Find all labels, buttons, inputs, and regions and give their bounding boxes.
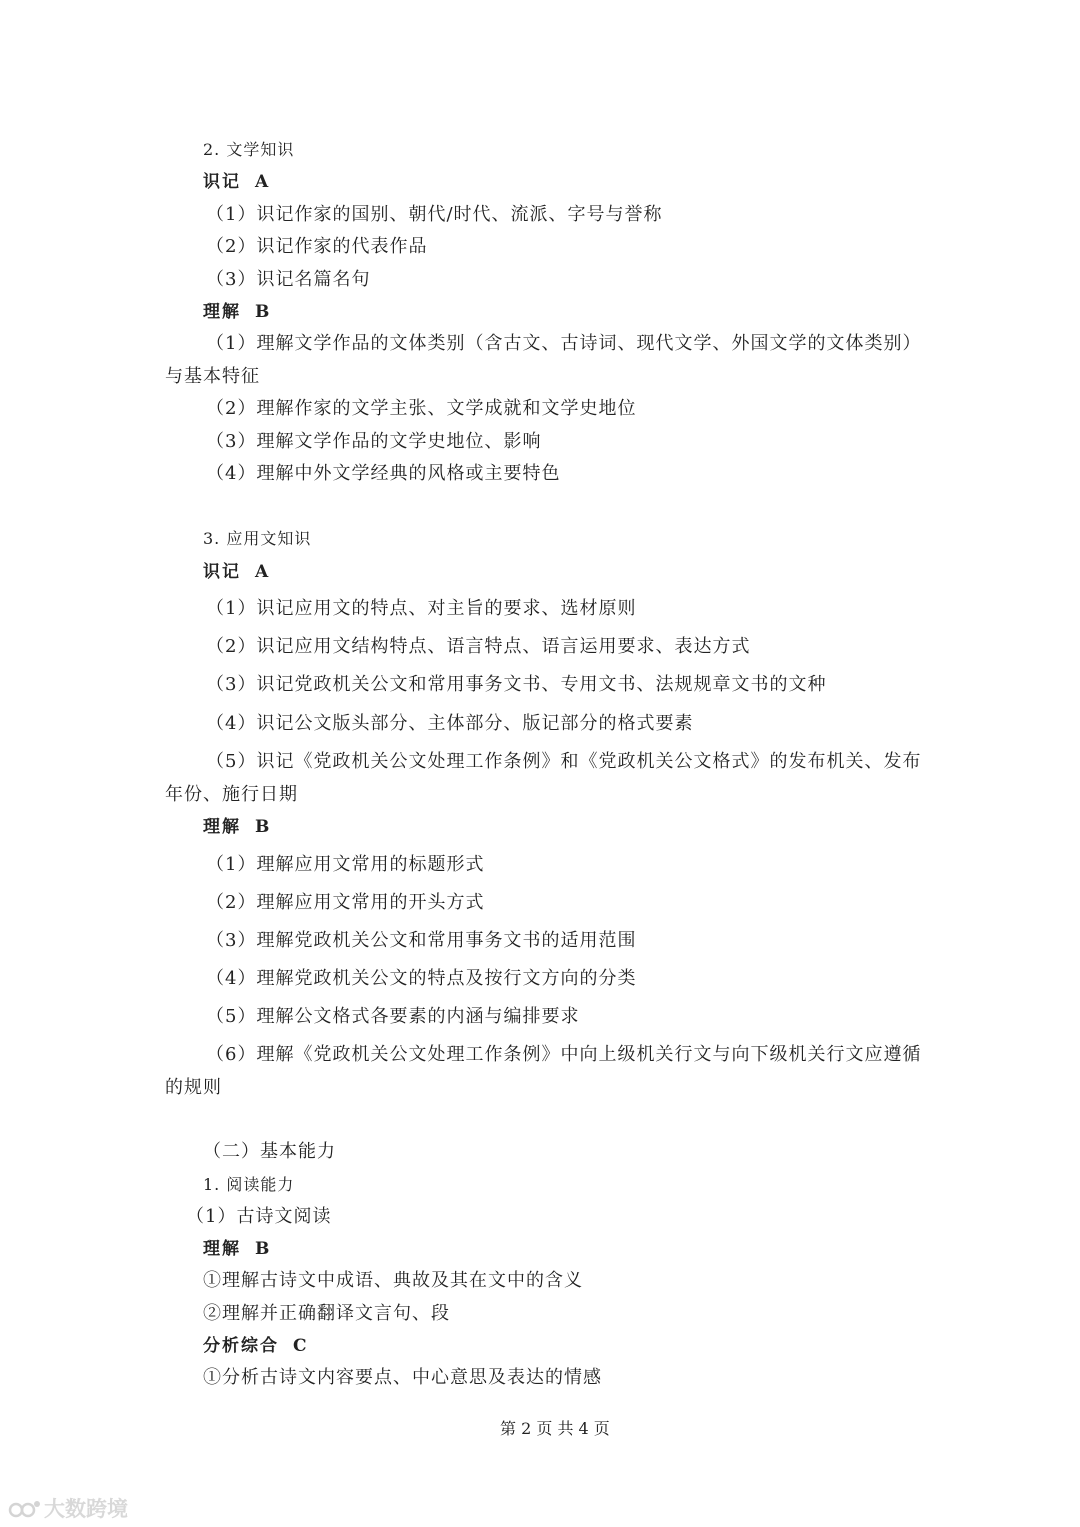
level-grade: A (255, 562, 271, 582)
watermark-logo-icon (8, 1496, 42, 1520)
level-grade: A (255, 172, 271, 192)
list-item: （5）识记《党政机关公文处理工作条例》和《党政机关公文格式》的发布机关、发布 (206, 751, 922, 772)
list-item-continuation: 的规则 (165, 1077, 222, 1098)
list-item-continuation: 与基本特征 (165, 366, 260, 387)
level-label: 理解 (203, 302, 241, 322)
part-heading-basic-ability: （二）基本能力 (203, 1141, 336, 1162)
list-item: （4）理解中外文学经典的风格或主要特色 (206, 463, 561, 484)
level-label: 理解 (203, 1239, 241, 1259)
list-item: （3）理解党政机关公文和常用事务文书的适用范围 (206, 930, 637, 951)
list-item: （2）识记应用文结构特点、语言特点、语言运用要求、表达方式 (206, 636, 751, 657)
list-item: （1）识记作家的国别、朝代/时代、流派、字号与誉称 (206, 204, 663, 225)
section-heading-literature: 2. 文学知识 (203, 140, 295, 159)
subheading-classical-reading: （1）古诗文阅读 (186, 1206, 332, 1227)
subheading-reading-ability: 1. 阅读能力 (203, 1175, 295, 1194)
list-item: （2）识记作家的代表作品 (206, 236, 428, 257)
list-item: （4）识记公文版头部分、主体部分、版记部分的格式要素 (206, 713, 694, 734)
list-item: （1）理解应用文常用的标题形式 (206, 854, 485, 875)
list-item: （1）理解文学作品的文体类别（含古文、古诗词、现代文学、外国文学的文体类别） (206, 333, 922, 354)
list-item: （2）理解作家的文学主张、文学成就和文学史地位 (206, 398, 637, 419)
understand-label (203, 815, 271, 839)
watermark (8, 1493, 128, 1523)
list-item: （4）理解党政机关公文的特点及按行文方向的分类 (206, 968, 637, 989)
list-item: （5）理解公文格式各要素的内涵与编排要求 (206, 1006, 580, 1027)
list-item: ①分析古诗文内容要点、中心意思及表达的情感 (203, 1367, 602, 1388)
level-label: 理解 (203, 817, 241, 837)
understand-label (203, 300, 271, 324)
level-label: 分析综合 (203, 1336, 279, 1356)
list-item-continuation: 年份、施行日期 (165, 784, 298, 805)
level-grade: B (255, 1239, 272, 1259)
level-grade: B (255, 302, 272, 322)
level-label: 识记 (203, 172, 241, 192)
recall-label (203, 560, 270, 584)
level-grade: C (293, 1336, 309, 1356)
recall-label (203, 170, 270, 194)
section-heading-applied-writing: 3. 应用文知识 (203, 529, 312, 548)
list-item: （2）理解应用文常用的开头方式 (206, 892, 485, 913)
watermark-text: 大数跨境 (44, 1497, 128, 1521)
list-item: ①理解古诗文中成语、典故及其在文中的含义 (203, 1270, 583, 1291)
analyze-label (203, 1334, 309, 1358)
list-item: （1）识记应用文的特点、对主旨的要求、选材原则 (206, 598, 637, 619)
list-item: ②理解并正确翻译文言句、段 (203, 1303, 450, 1324)
list-item: （3）识记党政机关公文和常用事务文书、专用文书、法规规章文书的文种 (206, 674, 827, 695)
list-item: （3）识记名篇名句 (206, 269, 371, 290)
list-item: （6）理解《党政机关公文处理工作条例》中向上级机关行文与向下级机关行文应遵循 (206, 1044, 922, 1065)
page-number: 第 2 页 共 4 页 (500, 1419, 610, 1438)
level-grade: B (255, 817, 272, 837)
understand-label (203, 1237, 271, 1261)
list-item: （3）理解文学作品的文学史地位、影响 (206, 431, 542, 452)
level-label: 识记 (203, 562, 241, 582)
